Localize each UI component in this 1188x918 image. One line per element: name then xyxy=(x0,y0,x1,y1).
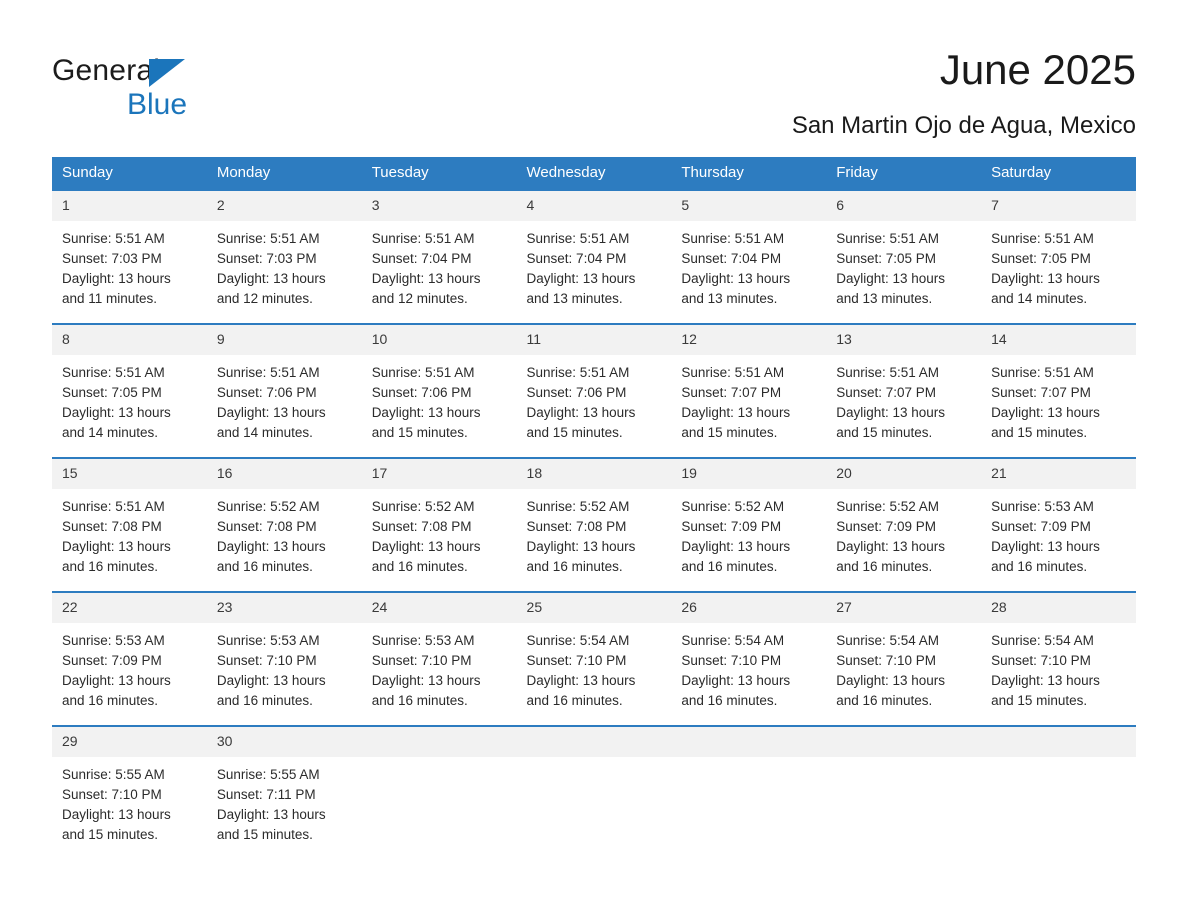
day-number: 18 xyxy=(517,459,672,489)
day-cell[interactable] xyxy=(362,189,517,323)
day-info xyxy=(826,355,981,443)
sunrise-text: Sunrise: 5:51 AM xyxy=(371,365,475,380)
page-title: June 2025 xyxy=(939,46,1136,93)
sunset-text: Sunset: 7:10 PM xyxy=(62,787,162,802)
sunset-text: Sunset: 7:10 PM xyxy=(216,653,317,668)
sunrise-text: Sunrise: 5:51 AM xyxy=(62,231,165,246)
daylight-text-line1: Daylight: 13 hours xyxy=(62,271,171,286)
day-number: 6 xyxy=(826,191,981,221)
day-number xyxy=(517,727,672,757)
day-cell[interactable] xyxy=(517,323,672,457)
day-cell[interactable] xyxy=(207,323,362,457)
daylight-text-line1: Daylight: 13 hours xyxy=(526,539,636,554)
sunrise-text: Sunrise: 5:53 AM xyxy=(991,499,1094,514)
day-number: 25 xyxy=(517,593,672,623)
sunset-text: Sunset: 7:07 PM xyxy=(836,385,937,400)
sunset-text: Sunset: 7:04 PM xyxy=(526,251,627,266)
day-cell[interactable] xyxy=(517,189,672,323)
daylight-text-line1: Daylight: 13 hours xyxy=(836,539,946,554)
sunrise-text: Sunrise: 5:52 AM xyxy=(681,499,785,514)
day-number: 27 xyxy=(826,593,981,623)
daylight-text-line2: and 16 minutes. xyxy=(991,559,1088,574)
daylight-text-line1: Daylight: 13 hours xyxy=(62,807,171,822)
sunset-text: Sunset: 7:07 PM xyxy=(991,385,1091,400)
day-number xyxy=(981,727,1136,757)
daylight-text-line1: Daylight: 13 hours xyxy=(991,539,1100,554)
day-number xyxy=(826,727,981,757)
day-number: 17 xyxy=(362,459,517,489)
sunrise-text: Sunrise: 5:51 AM xyxy=(836,231,940,246)
day-cell[interactable] xyxy=(981,591,1136,725)
day-cell[interactable] xyxy=(981,457,1136,591)
sunset-text: Sunset: 7:08 PM xyxy=(216,519,317,534)
day-info xyxy=(671,489,826,577)
daylight-text-line2: and 16 minutes. xyxy=(681,693,778,708)
day-cell-empty xyxy=(671,725,826,841)
daylight-text-line1: Daylight: 13 hours xyxy=(681,539,791,554)
sunset-text: Sunset: 7:09 PM xyxy=(836,519,937,534)
daylight-text-line2: and 15 minutes. xyxy=(836,425,933,440)
day-number xyxy=(671,727,826,757)
day-info xyxy=(981,355,1136,443)
daylight-text-line2: and 14 minutes. xyxy=(62,425,159,440)
day-number: 29 xyxy=(52,727,207,757)
daylight-text-line2: and 16 minutes. xyxy=(62,693,159,708)
daylight-text-line1: Daylight: 13 hours xyxy=(216,405,326,420)
month-calendar xyxy=(52,157,1136,841)
sunset-text: Sunset: 7:05 PM xyxy=(836,251,937,266)
day-info xyxy=(517,489,672,577)
sunset-text: Sunset: 7:09 PM xyxy=(991,519,1091,534)
sunrise-text: Sunrise: 5:51 AM xyxy=(991,365,1094,380)
sunrise-text: Sunrise: 5:54 AM xyxy=(836,633,940,648)
daylight-text-line1: Daylight: 13 hours xyxy=(991,271,1100,286)
sunrise-text: Sunrise: 5:51 AM xyxy=(62,499,165,514)
sunrise-text: Sunrise: 5:51 AM xyxy=(991,231,1094,246)
day-info xyxy=(52,489,207,577)
daylight-text-line2: and 16 minutes. xyxy=(681,559,778,574)
day-number: 5 xyxy=(671,191,826,221)
day-number: 22 xyxy=(52,593,207,623)
daylight-text-line2: and 16 minutes. xyxy=(216,559,313,574)
daylight-text-line2: and 14 minutes. xyxy=(991,291,1088,306)
sunrise-text: Sunrise: 5:54 AM xyxy=(526,633,630,648)
day-cell[interactable] xyxy=(671,189,826,323)
weekday-header-saturday: Saturday xyxy=(981,157,1136,189)
sunrise-text: Sunrise: 5:51 AM xyxy=(62,365,165,380)
day-info xyxy=(517,221,672,309)
daylight-text-line2: and 12 minutes. xyxy=(371,291,468,306)
day-number: 15 xyxy=(52,459,207,489)
day-cell-empty xyxy=(517,725,672,841)
day-cell[interactable] xyxy=(826,189,981,323)
day-cell[interactable] xyxy=(826,591,981,725)
daylight-text-line1: Daylight: 13 hours xyxy=(836,673,946,688)
daylight-text-line1: Daylight: 13 hours xyxy=(991,405,1100,420)
daylight-text-line1: Daylight: 13 hours xyxy=(526,673,636,688)
day-cell[interactable] xyxy=(52,323,207,457)
logo-text-blue: Blue xyxy=(127,88,188,121)
day-info xyxy=(517,623,672,711)
daylight-text-line2: and 11 minutes. xyxy=(62,291,158,306)
sunset-text: Sunset: 7:10 PM xyxy=(371,653,472,668)
day-info xyxy=(981,623,1136,711)
calendar-week-row xyxy=(52,725,1136,841)
day-number: 13 xyxy=(826,325,981,355)
sunrise-text: Sunrise: 5:52 AM xyxy=(526,499,630,514)
day-cell[interactable] xyxy=(671,457,826,591)
sunset-text: Sunset: 7:03 PM xyxy=(216,251,317,266)
daylight-text-line1: Daylight: 13 hours xyxy=(681,271,791,286)
day-info xyxy=(826,221,981,309)
logo-triangle-icon xyxy=(149,59,185,87)
daylight-text-line2: and 14 minutes. xyxy=(216,425,313,440)
day-number: 24 xyxy=(362,593,517,623)
sunset-text: Sunset: 7:09 PM xyxy=(62,653,162,668)
sunset-text: Sunset: 7:06 PM xyxy=(526,385,627,400)
daylight-text-line2: and 15 minutes. xyxy=(991,693,1088,708)
day-info xyxy=(826,623,981,711)
daylight-text-line1: Daylight: 13 hours xyxy=(526,271,636,286)
daylight-text-line2: and 15 minutes. xyxy=(526,425,623,440)
sunrise-text: Sunrise: 5:51 AM xyxy=(526,365,630,380)
day-info xyxy=(671,355,826,443)
day-info xyxy=(671,221,826,309)
daylight-text-line1: Daylight: 13 hours xyxy=(62,539,171,554)
day-number: 1 xyxy=(52,191,207,221)
daylight-text-line1: Daylight: 13 hours xyxy=(62,405,171,420)
day-cell[interactable] xyxy=(207,725,362,841)
day-number: 4 xyxy=(517,191,672,221)
sunset-text: Sunset: 7:08 PM xyxy=(526,519,627,534)
daylight-text-line2: and 16 minutes. xyxy=(526,693,623,708)
weekday-header-thursday: Thursday xyxy=(671,157,826,189)
sunrise-text: Sunrise: 5:51 AM xyxy=(836,365,940,380)
weekday-header-friday: Friday xyxy=(826,157,981,189)
sunset-text: Sunset: 7:04 PM xyxy=(371,251,472,266)
day-number: 30 xyxy=(207,727,362,757)
sunset-text: Sunset: 7:03 PM xyxy=(62,251,162,266)
daylight-text-line2: and 16 minutes. xyxy=(371,559,468,574)
day-cell-empty xyxy=(981,725,1136,841)
day-cell-empty xyxy=(362,725,517,841)
sunrise-text: Sunrise: 5:51 AM xyxy=(526,231,630,246)
day-cell[interactable] xyxy=(826,323,981,457)
day-number: 12 xyxy=(671,325,826,355)
day-cell[interactable] xyxy=(671,591,826,725)
sunset-text: Sunset: 7:06 PM xyxy=(216,385,317,400)
day-info xyxy=(207,489,362,577)
day-number: 7 xyxy=(981,191,1136,221)
sunrise-text: Sunrise: 5:51 AM xyxy=(216,231,320,246)
daylight-text-line1: Daylight: 13 hours xyxy=(371,539,481,554)
day-cell[interactable] xyxy=(362,591,517,725)
day-info xyxy=(52,221,207,309)
day-cell-empty xyxy=(826,725,981,841)
day-info xyxy=(362,221,517,309)
day-number: 3 xyxy=(362,191,517,221)
day-cell[interactable] xyxy=(207,457,362,591)
daylight-text-line2: and 13 minutes. xyxy=(681,291,778,306)
day-number: 11 xyxy=(517,325,672,355)
day-cell[interactable] xyxy=(826,457,981,591)
daylight-text-line1: Daylight: 13 hours xyxy=(371,405,481,420)
day-cell[interactable] xyxy=(671,323,826,457)
daylight-text-line1: Daylight: 13 hours xyxy=(836,271,946,286)
day-info xyxy=(981,221,1136,309)
daylight-text-line1: Daylight: 13 hours xyxy=(991,673,1100,688)
daylight-text-line1: Daylight: 13 hours xyxy=(216,807,326,822)
day-info xyxy=(981,489,1136,577)
weekday-header-wednesday: Wednesday xyxy=(517,157,672,189)
sunset-text: Sunset: 7:10 PM xyxy=(836,653,937,668)
day-number: 16 xyxy=(207,459,362,489)
daylight-text-line2: and 13 minutes. xyxy=(836,291,933,306)
day-cell[interactable] xyxy=(517,591,672,725)
day-info xyxy=(362,355,517,443)
day-number: 2 xyxy=(207,191,362,221)
sunset-text: Sunset: 7:08 PM xyxy=(62,519,162,534)
logo-text-general: General xyxy=(52,54,161,87)
day-cell[interactable] xyxy=(981,323,1136,457)
day-cell[interactable] xyxy=(52,591,207,725)
weekday-header-tuesday: Tuesday xyxy=(362,157,517,189)
sunrise-text: Sunrise: 5:53 AM xyxy=(62,633,165,648)
sunrise-text: Sunrise: 5:53 AM xyxy=(371,633,475,648)
day-number: 20 xyxy=(826,459,981,489)
day-number: 14 xyxy=(981,325,1136,355)
sunset-text: Sunset: 7:05 PM xyxy=(991,251,1091,266)
calendar-week-row xyxy=(52,591,1136,725)
sunrise-text: Sunrise: 5:51 AM xyxy=(371,231,475,246)
calendar-week-row xyxy=(52,457,1136,591)
daylight-text-line2: and 15 minutes. xyxy=(681,425,778,440)
day-info xyxy=(52,757,207,845)
sunset-text: Sunset: 7:07 PM xyxy=(681,385,782,400)
sunset-text: Sunset: 7:06 PM xyxy=(371,385,472,400)
calendar-week-row xyxy=(52,189,1136,323)
day-number: 10 xyxy=(362,325,517,355)
daylight-text-line2: and 16 minutes. xyxy=(371,693,468,708)
daylight-text-line2: and 12 minutes. xyxy=(216,291,313,306)
sunrise-text: Sunrise: 5:55 AM xyxy=(62,767,165,782)
day-info xyxy=(52,355,207,443)
daylight-text-line1: Daylight: 13 hours xyxy=(371,673,481,688)
daylight-text-line1: Daylight: 13 hours xyxy=(216,673,326,688)
sunset-text: Sunset: 7:10 PM xyxy=(681,653,782,668)
daylight-text-line2: and 15 minutes. xyxy=(991,425,1088,440)
day-cell[interactable] xyxy=(52,725,207,841)
daylight-text-line2: and 15 minutes. xyxy=(371,425,468,440)
daylight-text-line2: and 16 minutes. xyxy=(62,559,159,574)
generalblue-logo[interactable] xyxy=(52,54,252,126)
sunset-text: Sunset: 7:10 PM xyxy=(991,653,1091,668)
day-number: 28 xyxy=(981,593,1136,623)
sunrise-text: Sunrise: 5:51 AM xyxy=(216,365,320,380)
sunrise-text: Sunrise: 5:52 AM xyxy=(371,499,475,514)
sunrise-text: Sunrise: 5:54 AM xyxy=(681,633,785,648)
daylight-text-line2: and 15 minutes. xyxy=(216,827,313,842)
day-cell[interactable] xyxy=(52,457,207,591)
day-info xyxy=(517,355,672,443)
day-info xyxy=(207,355,362,443)
day-cell[interactable] xyxy=(52,189,207,323)
day-number xyxy=(362,727,517,757)
day-info xyxy=(362,489,517,577)
sunset-text: Sunset: 7:11 PM xyxy=(216,787,316,802)
sunset-text: Sunset: 7:09 PM xyxy=(681,519,782,534)
day-info xyxy=(362,623,517,711)
day-number: 19 xyxy=(671,459,826,489)
daylight-text-line2: and 16 minutes. xyxy=(836,693,933,708)
day-number: 8 xyxy=(52,325,207,355)
daylight-text-line2: and 16 minutes. xyxy=(836,559,933,574)
weekday-header-sunday: Sunday xyxy=(52,157,207,189)
daylight-text-line1: Daylight: 13 hours xyxy=(681,673,791,688)
daylight-text-line1: Daylight: 13 hours xyxy=(216,271,326,286)
day-cell[interactable] xyxy=(207,189,362,323)
sunrise-text: Sunrise: 5:52 AM xyxy=(216,499,320,514)
daylight-text-line1: Daylight: 13 hours xyxy=(371,271,481,286)
sunrise-text: Sunrise: 5:53 AM xyxy=(216,633,320,648)
day-cell[interactable] xyxy=(517,457,672,591)
sunset-text: Sunset: 7:04 PM xyxy=(681,251,782,266)
day-number: 21 xyxy=(981,459,1136,489)
daylight-text-line2: and 13 minutes. xyxy=(526,291,623,306)
day-cell[interactable] xyxy=(207,591,362,725)
weekday-header-monday: Monday xyxy=(207,157,362,189)
day-cell[interactable] xyxy=(981,189,1136,323)
sunrise-text: Sunrise: 5:54 AM xyxy=(991,633,1094,648)
location-subtitle: San Martin Ojo de Agua, Mexico xyxy=(791,112,1136,139)
day-number: 23 xyxy=(207,593,362,623)
day-number: 26 xyxy=(671,593,826,623)
sunset-text: Sunset: 7:10 PM xyxy=(526,653,627,668)
daylight-text-line1: Daylight: 13 hours xyxy=(681,405,791,420)
sunrise-text: Sunrise: 5:55 AM xyxy=(216,767,320,782)
day-cell[interactable] xyxy=(362,323,517,457)
daylight-text-line2: and 15 minutes. xyxy=(62,827,159,842)
daylight-text-line2: and 16 minutes. xyxy=(216,693,313,708)
daylight-text-line2: and 16 minutes. xyxy=(526,559,623,574)
day-cell[interactable] xyxy=(362,457,517,591)
daylight-text-line1: Daylight: 13 hours xyxy=(216,539,326,554)
day-info xyxy=(207,221,362,309)
day-info xyxy=(207,757,362,845)
sunrise-text: Sunrise: 5:51 AM xyxy=(681,231,785,246)
day-number: 9 xyxy=(207,325,362,355)
sunrise-text: Sunrise: 5:52 AM xyxy=(836,499,940,514)
sunrise-text: Sunrise: 5:51 AM xyxy=(681,365,785,380)
sunset-text: Sunset: 7:05 PM xyxy=(62,385,162,400)
day-info xyxy=(207,623,362,711)
day-info xyxy=(52,623,207,711)
day-info xyxy=(826,489,981,577)
calendar-week-row xyxy=(52,323,1136,457)
daylight-text-line1: Daylight: 13 hours xyxy=(62,673,171,688)
daylight-text-line1: Daylight: 13 hours xyxy=(526,405,636,420)
sunset-text: Sunset: 7:08 PM xyxy=(371,519,472,534)
day-info xyxy=(671,623,826,711)
weekday-header-row xyxy=(52,157,1136,189)
page-header xyxy=(52,46,1136,146)
daylight-text-line1: Daylight: 13 hours xyxy=(836,405,946,420)
